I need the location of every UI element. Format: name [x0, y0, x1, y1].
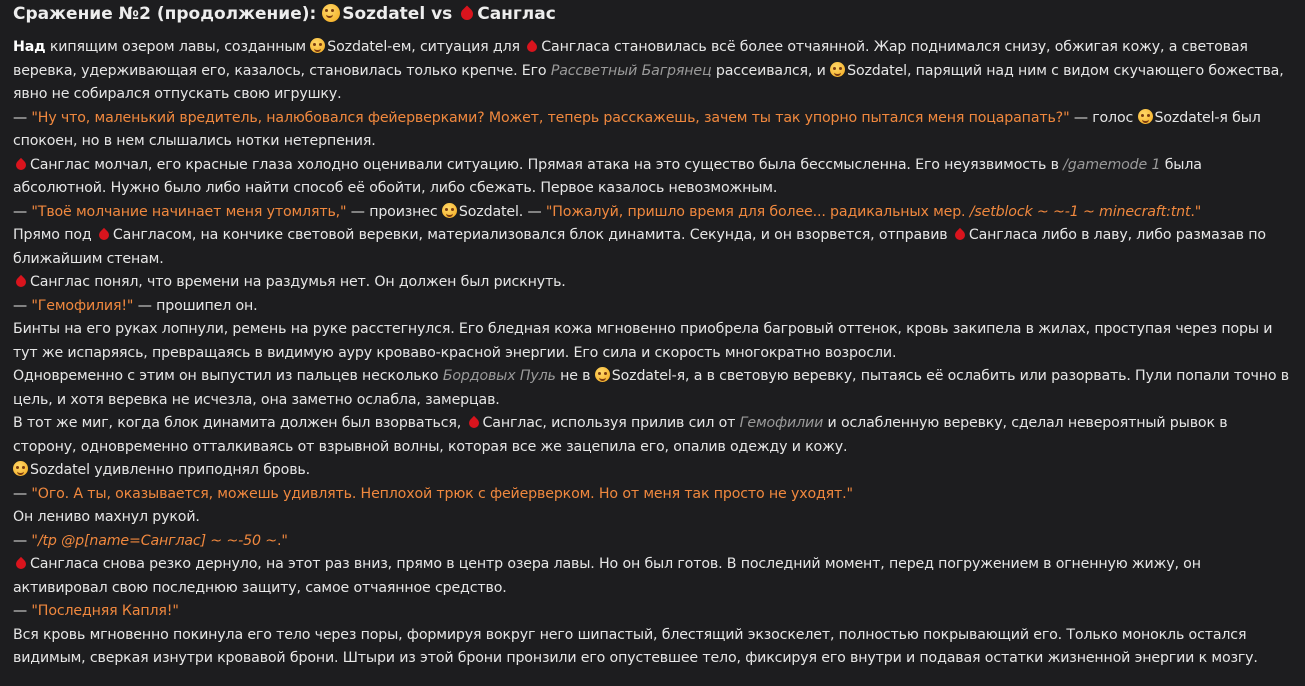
text-span: Санглас понял, что времени на раздумья нет. Он должен был рискнуть. [30, 274, 566, 290]
paragraph-6 [13, 271, 1292, 295]
paragraph-10 [13, 412, 1292, 459]
paragraph-12 [13, 483, 1292, 507]
paragraph-1 [13, 36, 1292, 107]
dialogue-quote: "Твоё молчание начинает меня утомлять," [31, 203, 347, 220]
text-span: — прошипел он. [137, 297, 258, 314]
text-span: Sozdatel, парящий над ним с видом скучающего божества, явно не собирался отпускать свою игрушку. [13, 62, 1284, 102]
text-span: В тот же миг, когда блок динамита должен был взорваться, [13, 415, 462, 431]
text-span: Сангласом, на кончике световой веревки, материализовался блок динамита. Секунда, и он взорвется, отправив [112, 227, 948, 243]
title-name-sozdatel: Sozdatel [342, 4, 426, 24]
text-span: Санглас молчал, его красные глаза холодно оценивали ситуацию. Прямая атака на это существо была бессмысленна. Его неуязвимость в [30, 156, 1059, 173]
text-span: Sozdatel-я был спокоен, но в нем слышались нотки нетерпения. [13, 109, 1261, 149]
blood-drop-icon [953, 228, 967, 242]
blood-drop-icon [466, 416, 480, 430]
paragraph-4 [13, 201, 1292, 225]
dash: — [13, 297, 28, 314]
blood-drop-icon [14, 157, 28, 171]
dialogue-quote: "Ого. А ты, оказывается, можешь удивлять. Неплохой трюк с фейерверком. Но от меня так просто не уходят." [31, 485, 853, 502]
blood-drop-icon [14, 275, 28, 289]
ability-reference: Бордовых Пуль [442, 368, 556, 384]
text-span: Sozdatel. — [458, 203, 542, 220]
grinning-face-icon [322, 4, 340, 22]
dialogue-quote-open: " [31, 532, 38, 549]
dialogue-quote: "Последняя Капля!" [31, 603, 179, 619]
bold-lead-word: Над [13, 39, 46, 55]
paragraph-5 [13, 224, 1292, 271]
blood-drop-icon [14, 557, 28, 571]
text-span: Sozdatel-я, а в световую веревку, пытаясь её ослабить или разорвать. Пули попали точно в цель, и хотя веревка не исчезла, она заметно ослабла, замерцав. [13, 368, 1289, 408]
text-span: Санглас, используя прилив сил от [482, 415, 736, 431]
text-span: Sozdatel-ем, ситуация для [327, 39, 520, 55]
paragraph-16 [13, 600, 1292, 624]
dialogue-quote-close: ." [276, 532, 288, 549]
grinning-face-icon [830, 62, 845, 77]
command-text: /tp @p[name=Санглас] ~ ~-50 ~ [37, 532, 277, 549]
paragraph-9 [13, 365, 1292, 412]
grinning-face-icon [310, 38, 325, 53]
title-name-sanglas: Санглас [477, 4, 556, 24]
dialogue-quote: "Ну что, маленький вредитель, налюбовался фейерверками? Может, теперь расскажешь, зачем ты так упорно пытался меня поцарапать?" [31, 109, 1070, 126]
title-prefix: Сражение №2 (продолжение): [13, 4, 317, 24]
blood-drop-icon [525, 40, 539, 54]
blood-drop-icon [97, 228, 111, 242]
text-span: Бинты на его руках лопнули, ремень на руке расстегнулся. Его бледная кожа мгновенно приобрела багровый оттенок, кровь закипела в жилах, проступая через поры и тут же испаряясь, превращаясь в видимую ауру кроваво-красной энергии. Его сила и скорость многократно возросли. [13, 321, 1273, 361]
text-span: — голос [1073, 109, 1134, 126]
text-span: Одновременно с этим он выпустил из пальцев несколько [13, 368, 439, 384]
dialogue-quote: "Гемофилия!" [31, 297, 134, 314]
grinning-face-icon [1138, 109, 1153, 124]
text-span: Он лениво махнул рукой. [13, 509, 200, 525]
text-span: рассеивался, и [715, 62, 826, 79]
command-reference: /gamemode 1 [1063, 156, 1161, 173]
grinning-face-icon [442, 203, 457, 218]
text-span: кипящим озером лавы, созданным [49, 39, 306, 55]
command-text: /setblock ~ ~-1 ~ minecraft:tnt [969, 203, 1191, 220]
text-span: Прямо под [13, 227, 92, 243]
text-span: Сангласа либо в лаву, либо размазав по ближайшим стенам. [13, 227, 1266, 267]
dash: — [13, 532, 28, 549]
text-span: Sozdatel удивленно приподнял бровь. [30, 462, 310, 478]
dialogue-quote-end: ." [1190, 203, 1202, 220]
paragraph-13 [13, 506, 1292, 530]
grinning-face-icon [595, 367, 610, 382]
text-span: и ослабленную веревку, сделал невероятный рывок в сторону, одновременно отталкиваясь от взрывной волны, которая все же зацепила его, опалив одежду и кожу. [13, 415, 1228, 455]
paragraph-3 [13, 154, 1292, 201]
dash: — [13, 485, 28, 502]
title-vs: vs [431, 4, 453, 24]
text-span: Вся кровь мгновенно покинула его тело через поры, формируя вокруг него шипастый, блестящий экзоскелет, полностью покрывающий его. Только монокль остался видимым, сверкая изнутри кровавой брони. Штыри из этой брони пронзили его опустевшее тело, фиксируя его внутри и подавая остатки жизненной энергии к мозгу. [13, 626, 1258, 666]
paragraph-17 [13, 624, 1292, 671]
dialogue-quote: "Пожалуй, пришло время для более... радикальных мер. [545, 203, 966, 220]
dash: — [13, 603, 28, 619]
text-span: была абсолютной. Нужно было либо найти способ её обойти, либо сбежать. Первое казалось невозможным. [13, 156, 1202, 196]
text-span: не в [560, 368, 591, 384]
grinning-face-icon [13, 461, 28, 476]
blood-drop-icon [459, 6, 476, 23]
ability-reference: Рассветный Багрянец [550, 62, 712, 79]
paragraph-8 [13, 318, 1292, 365]
paragraph-14 [13, 530, 1292, 554]
text-span: Сангласа становилась всё более отчаянной. Жар поднимался снизу, обжигая кожу, а световая веревка, удерживающая его, казалось, становилась только крепче. Его [13, 39, 1248, 79]
paragraph-7 [13, 295, 1292, 319]
paragraph-15 [13, 553, 1292, 600]
dash: — [13, 109, 28, 126]
text-span: — произнес [350, 203, 438, 220]
paragraph-2 [13, 107, 1292, 154]
dash: — [13, 203, 28, 220]
chapter-title [13, 2, 1292, 26]
text-span: Сангласа снова резко дернуло, на этот раз вниз, прямо в центр озера лавы. Но он был готов. В последний момент, перед погружением в огненную жижу, он активировал свою последнюю защиту, самое отчаянное средство. [13, 556, 1201, 596]
ability-reference: Гемофилии [739, 415, 824, 431]
paragraph-11 [13, 459, 1292, 483]
